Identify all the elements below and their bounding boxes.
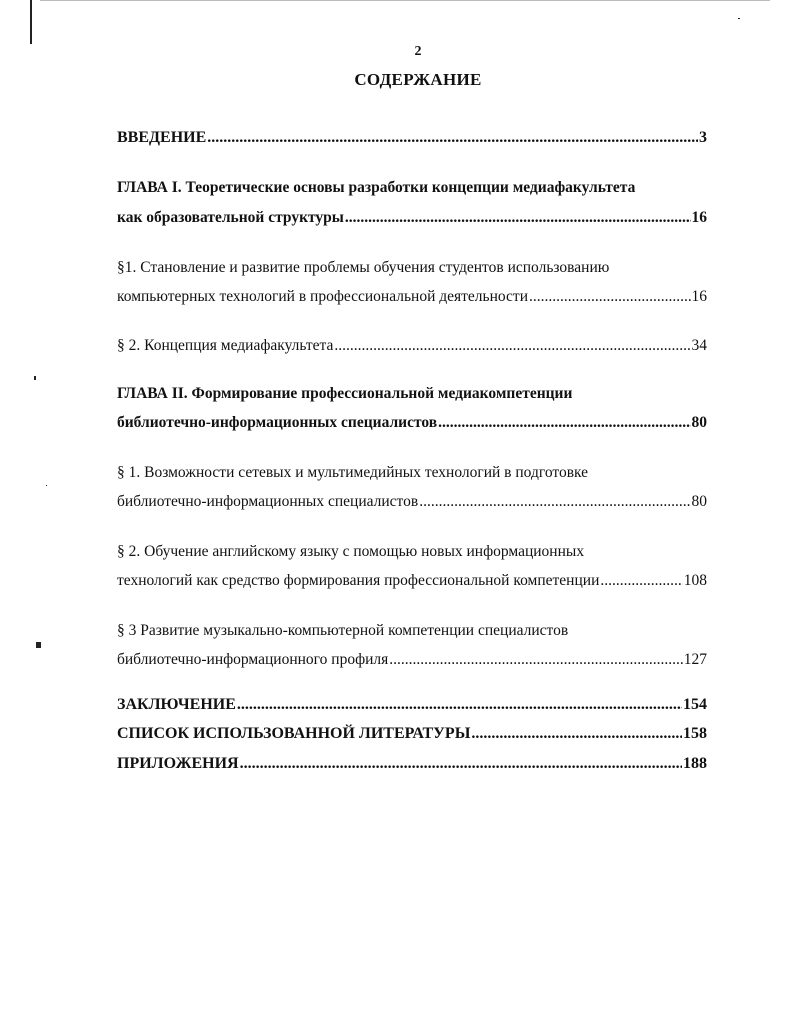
toc-entry-chapter-1-line-1 — [117, 177, 707, 199]
toc-entry-page: 158 — [683, 725, 707, 742]
dot-leader — [419, 491, 690, 513]
toc-entry-title: СПИСОК ИСПОЛЬЗОВАННОЙ ЛИТЕРАТУРЫ — [117, 725, 471, 742]
toc-entry-title: ЗАКЛЮЧЕНИЕ — [117, 696, 236, 713]
toc-entry-section-2-2-line-2 — [117, 570, 707, 592]
dot-leader — [471, 723, 682, 745]
toc-entry-chapter-1-line-2 — [117, 207, 707, 229]
scan-speck — [738, 18, 740, 19]
toc-entry-conclusion — [117, 694, 707, 716]
toc-entry-page: 108 — [683, 572, 707, 589]
toc-entry-title: § 2. Обучение английскому языку с помощью новых информационных — [117, 543, 585, 560]
toc-entry-title: §1. Становление и развитие проблемы обучения студентов использованию — [117, 259, 610, 276]
toc-entry-title: технологий как средство формирования профессиональной компетенции — [117, 572, 600, 589]
toc-entry-page: 16 — [691, 209, 707, 226]
toc-entry-title: ПРИЛОЖЕНИЯ — [117, 755, 239, 772]
toc-entry-bibliography — [117, 723, 707, 745]
toc-entry-intro — [117, 127, 707, 149]
toc-entry-title: ГЛАВА II. Формирование профессиональной медиакомпетенции — [117, 385, 573, 402]
toc-entry-chapter-2-line-1 — [117, 383, 707, 405]
toc-entry-page: 34 — [691, 337, 707, 354]
toc-entry-page: 127 — [683, 651, 707, 668]
toc-entry-title: § 2. Концепция медиафакультета — [117, 337, 334, 354]
toc-entry-page: 188 — [683, 755, 707, 772]
toc-entry-section-2-2-line-1 — [117, 541, 707, 563]
toc-entry-section-2-3-line-2 — [117, 649, 707, 671]
scan-speck — [36, 642, 41, 648]
dot-leader — [237, 694, 682, 716]
dot-leader — [438, 412, 690, 434]
dot-leader — [240, 753, 682, 775]
toc-entry-section-2-1-line-2 — [117, 491, 707, 513]
scan-edge-mark — [30, 0, 32, 44]
toc-entry-section-1-1-line-2 — [117, 286, 707, 308]
dot-leader — [600, 570, 682, 592]
scan-speck — [34, 376, 36, 380]
toc-entry-title: библиотечно-информационного профиля — [117, 651, 389, 668]
toc-entry-title: библиотечно-информационных специалистов — [117, 493, 419, 510]
dot-leader — [389, 649, 682, 671]
toc-entry-section-1-1-line-1 — [117, 257, 707, 279]
toc-entry-page: 80 — [691, 414, 707, 431]
dot-leader — [207, 127, 698, 149]
toc-entry-title: компьютерных технологий в профессиональной деятельности — [117, 288, 528, 305]
toc-entry-page: 80 — [691, 493, 707, 510]
scan-speck — [46, 485, 47, 486]
page-title: СОДЕРЖАНИЕ — [354, 70, 482, 89]
toc-entry-page: 3 — [699, 129, 707, 146]
dot-leader — [345, 207, 691, 229]
toc-entry-title: как образовательной структуры — [117, 209, 344, 226]
toc-entry-page: 16 — [691, 288, 707, 305]
toc-entry-appendices — [117, 753, 707, 775]
scan-top-edge — [40, 0, 770, 1]
page-number: 2 — [414, 44, 422, 59]
dot-leader — [529, 286, 691, 308]
toc-entry-section-2-3-line-1 — [117, 620, 707, 642]
toc-entry-title: библиотечно-информационных специалистов — [117, 414, 438, 431]
toc-entry-title: § 1. Возможности сетевых и мультимедийных технологий в подготовке — [117, 464, 589, 481]
toc-entry-title: ВВЕДЕНИЕ — [117, 129, 207, 146]
toc-entry-title: § 3 Развитие музыкально-компьютерной компетенции специалистов — [117, 622, 569, 639]
toc-entry-chapter-2-line-2 — [117, 412, 707, 434]
toc-entry-title: ГЛАВА I. Теоретические основы разработки концепции медиафакультета — [117, 179, 636, 196]
dot-leader — [334, 335, 690, 357]
toc-entry-section-1-2 — [117, 335, 707, 357]
toc-entry-section-2-1-line-1 — [117, 462, 707, 484]
toc-entry-page: 154 — [683, 696, 707, 713]
